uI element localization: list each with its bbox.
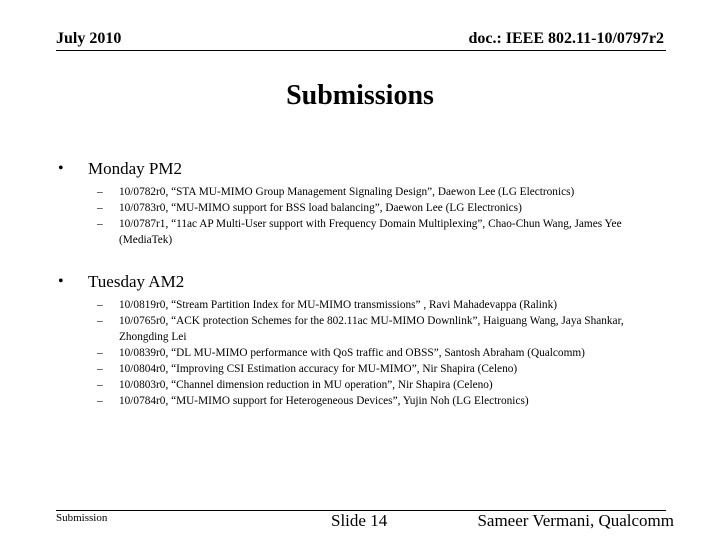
bullet-icon: •	[58, 160, 64, 177]
list-item	[58, 361, 668, 377]
list-item-text: 10/0765r0, “ACK protection Schemes for the 802.11ac MU-MIMO Downlink”, Haiguang Wang, Jaya Shankar, Zhongding Lei	[119, 315, 624, 343]
list-item-text: 10/0787r1, “11ac AP Multi-User support with Frequency Domain Multiplexing”, Chao-Chun Wang, James Yee (MediaTek)	[119, 218, 622, 246]
header-doc-id: doc.: IEEE 802.11-10/0797r2	[468, 30, 664, 47]
section-heading	[58, 158, 668, 180]
submission-list	[58, 184, 668, 248]
list-item-text: 10/0819r0, “Stream Partition Index for MU-MIMO transmissions” , Ravi Mahadevappa (Ralink)	[119, 299, 557, 311]
submission-list	[58, 297, 668, 409]
list-item-text: 10/0783r0, “MU-MIMO support for BSS load balancing”, Daewon Lee (LG Electronics)	[119, 202, 522, 214]
list-item	[58, 216, 668, 248]
list-item-text: 10/0803r0, “Channel dimension reduction in MU operation”, Nir Shapira (Celeno)	[119, 379, 493, 391]
list-item-text: 10/0784r0, “MU-MIMO support for Heterogeneous Devices”, Yujin Noh (LG Electronics)	[119, 395, 529, 407]
list-item	[58, 184, 668, 200]
dash-icon: –	[97, 347, 103, 359]
section-tuesday-am2	[58, 271, 668, 409]
list-item	[58, 200, 668, 216]
section-monday-pm2	[58, 158, 668, 248]
section-heading-text: Tuesday AM2	[88, 272, 185, 291]
list-item	[58, 393, 668, 409]
footer-author: Sameer Vermani, Qualcomm	[477, 511, 674, 530]
section-heading	[58, 271, 668, 293]
footer-slide-number: Slide 14	[331, 511, 388, 530]
section-heading-text: Monday PM2	[88, 159, 182, 178]
bullet-icon: •	[58, 273, 64, 290]
dash-icon: –	[97, 218, 103, 230]
header-rule	[56, 50, 666, 51]
slide-title: Submissions	[286, 80, 434, 111]
list-item	[58, 377, 668, 393]
footer-submission: Submission	[56, 512, 108, 524]
list-item	[58, 297, 668, 313]
list-item-text: 10/0782r0, “STA MU-MIMO Group Management Signaling Design”, Daewon Lee (LG Electronics)	[119, 186, 575, 198]
dash-icon: –	[97, 363, 103, 375]
header-date: July 2010	[56, 30, 122, 47]
list-item-text: 10/0839r0, “DL MU-MIMO performance with QoS traffic and OBSS”, Santosh Abraham (Qualcomm)	[119, 347, 585, 359]
dash-icon: –	[97, 395, 103, 407]
dash-icon: –	[97, 379, 103, 391]
dash-icon: –	[97, 186, 103, 198]
list-item-text: 10/0804r0, “Improving CSI Estimation accuracy for MU-MIMO”, Nir Shapira (Celeno)	[119, 363, 518, 375]
dash-icon: –	[97, 315, 103, 327]
list-item	[58, 313, 668, 345]
dash-icon: –	[97, 299, 103, 311]
list-item	[58, 345, 668, 361]
dash-icon: –	[97, 202, 103, 214]
